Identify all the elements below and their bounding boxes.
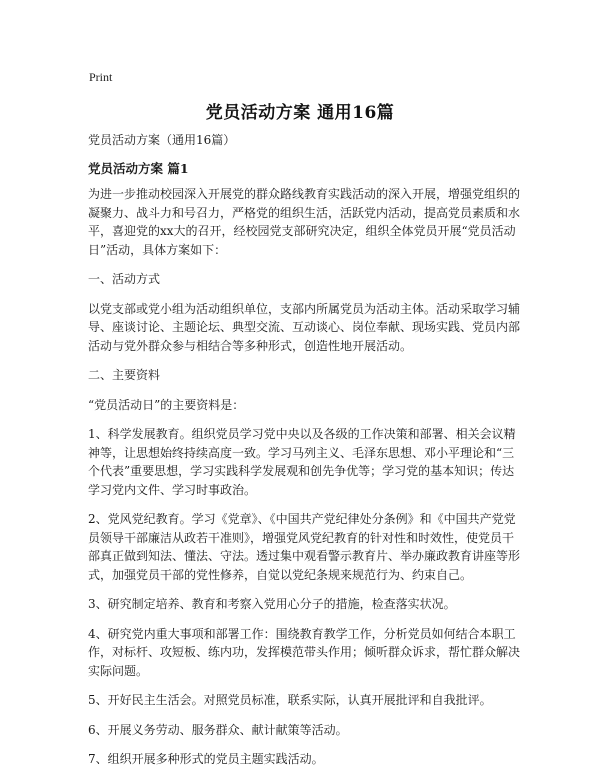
print-label: Print (89, 70, 113, 84)
lead-paragraph: “党员活动日”的主要资料是： (88, 397, 245, 412)
list-item: 6、开展义务劳动、服务群众、献计献策等活动。 (88, 722, 348, 737)
list-item: 4、研究党内重大事项和部署工作：围绕教育教学工作，分析党员如何结合本职工作，对标杆、攻短板、练内功，发挥模范带头作用；倾听群众诉求，帮忙群众解决实际问题。 (88, 626, 521, 678)
section-title: 党员活动方案 篇1 (88, 160, 189, 176)
document-body (88, 131, 520, 780)
heading-main-content: 二、主要资料 (88, 368, 161, 382)
heading-activity-method: 一、活动方式 (88, 272, 161, 286)
list-item: 1、科学发展教育。组织党员学习党中央以及各级的工作决策和部署、相关会议精神等，让思想始终持续高度一致。学习马列主义、毛泽东思想、邓小平理论和“三个代表”重要思想，学习实践科学发展观和创先争优等；学习党的基本知识；传达学习党内文件、学习时事政治。 (88, 427, 516, 497)
list-item: 2、党风党纪教育。学习《党章》、《中国共产党纪律处分条例》和《中国共产党党员领导干部廉洁从政若干准则》，增强党风党纪教育的针对性和时效性，使党员干部真正做到知法、懂法、守法。透过集中观看警示教育片、举办廉政教育讲座等形式，加强党员干部的党性修养，自觉以党纪条规来规范行为、约束自己。 (88, 512, 521, 582)
list-item: 3、研究制定培养、教育和考察入党用心分子的措施，检查落实状况。 (88, 597, 456, 611)
list-item: 7、组织开展多种形式的党员主题实践活动。 (88, 752, 324, 766)
intro-paragraph: 为进一步推动校园深入开展党的群众路线教育实践活动的深入开展，增强党组织的凝聚力、战斗力和号召力，严格党的组织生活，活跃党内活动，提高党员素质和水平，喜迎党的xx大的召开，经校园党支部研究决定，组织全体党员开展“党员活动日”活动，具体方案如下： (88, 187, 521, 257)
document-subtitle: 党员活动方案（通用16篇） (88, 133, 236, 147)
method-paragraph: 以党支部或党小组为活动组织单位，支部内所属党员为活动主体。活动采取学习辅导、座谈讨论、主题论坛、典型交流、互动谈心、岗位奉献、现场实践、党员内部活动与党外群众参与相结合等多种形式，创造性地开展活动。 (88, 301, 521, 353)
list-item: 5、开好民主生活会。对照党员标准，联系实际，认真开展批评和自我批评。 (88, 693, 492, 707)
page-title: 党员活动方案 通用16篇 (205, 103, 395, 123)
